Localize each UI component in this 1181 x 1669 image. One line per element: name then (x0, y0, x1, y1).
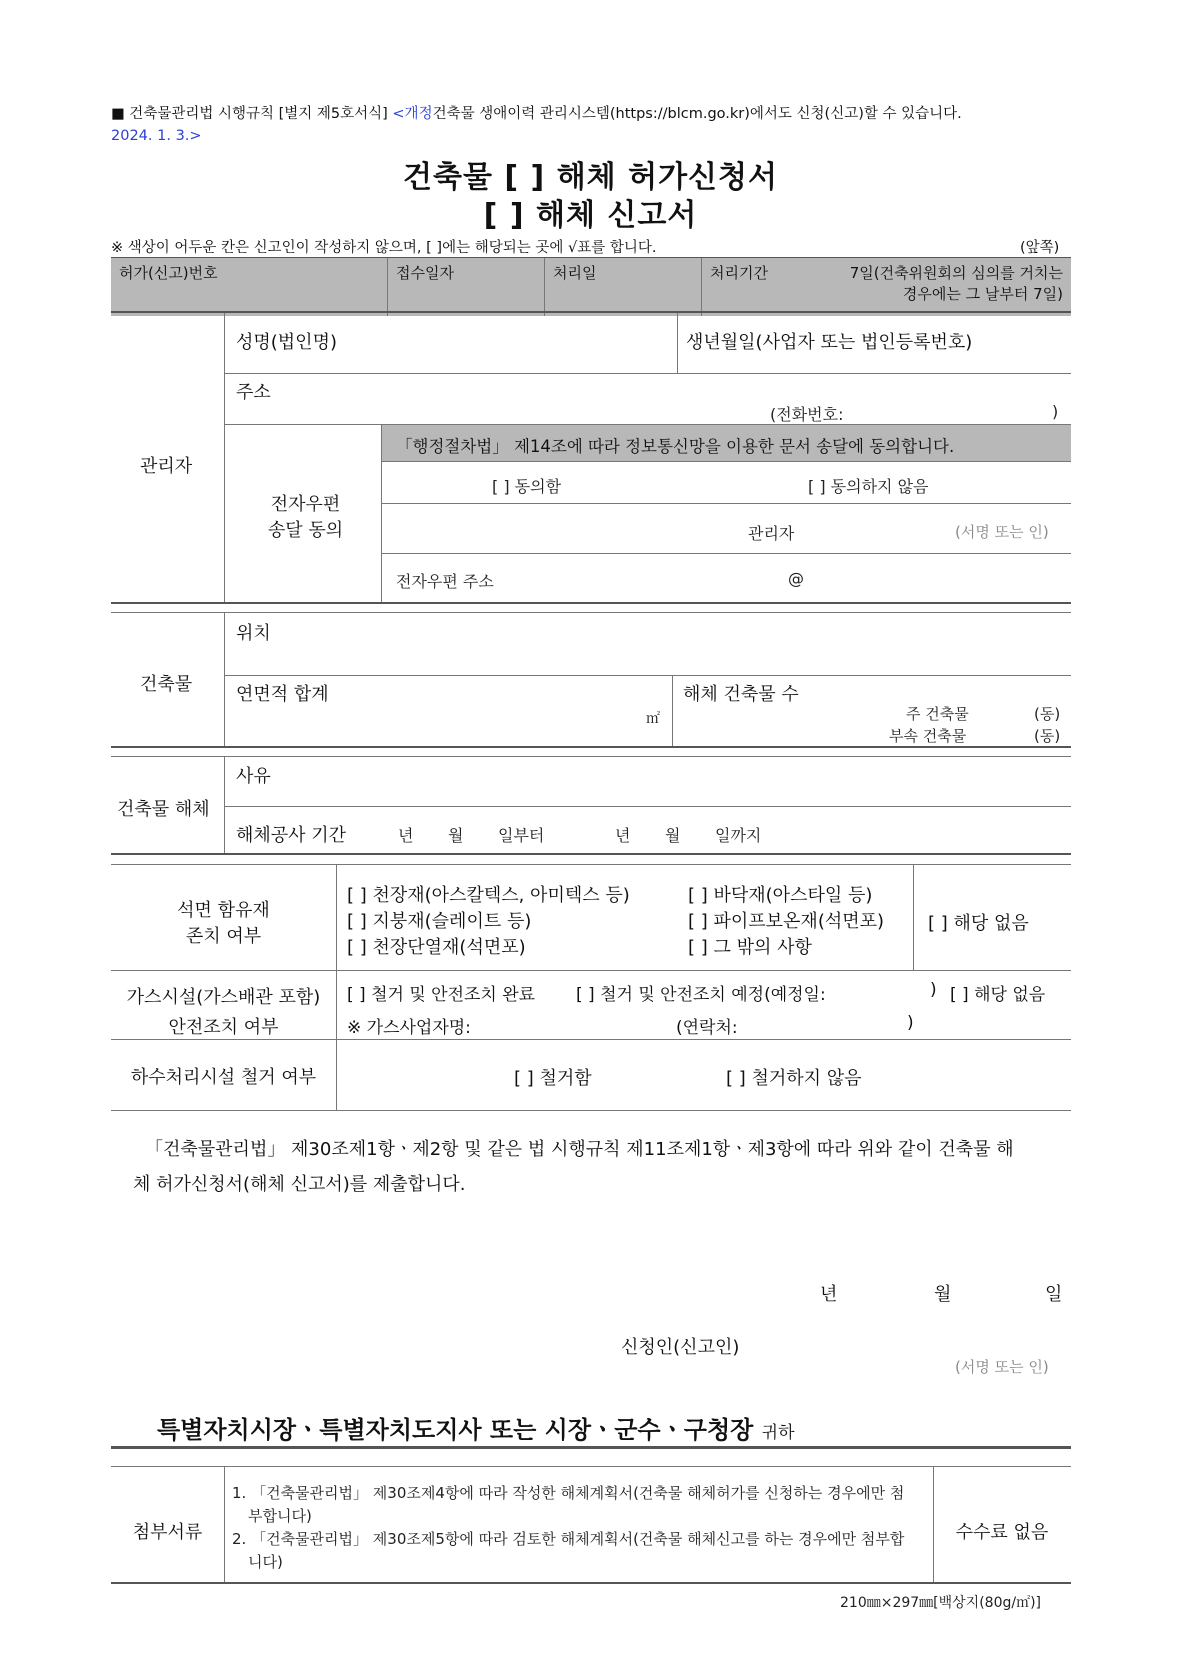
asbestos-label (111, 896, 336, 948)
applicant-label: 신청인(신고인) (621, 1337, 740, 1358)
fee-label: 수수료 없음 (955, 1522, 1049, 1543)
sewage-label: 하수처리시설 철거 여부 (130, 1067, 317, 1088)
declaration-line1: 「건축물관리법」 제30조제1항ㆍ제2항 및 같은 법 시행규칙 제11조제1항ㆍ제3항에 따라 위와 같이 건축물 해 (145, 1139, 1014, 1160)
attachments-list (232, 1482, 904, 1574)
asbestos-floor-checkbox[interactable]: [ ] 바닥재(아스타일 등) (688, 885, 873, 906)
main-building-unit: (동) (1034, 705, 1061, 723)
email-address-label: 전자우편 주소 (396, 572, 494, 591)
gas-label-2: 안전조치 여부 (168, 1017, 279, 1038)
annex-building-unit: (동) (1034, 727, 1061, 745)
amend-date: 2024. 1. 3.> (111, 128, 202, 144)
manager-address-field[interactable]: 주소 (236, 382, 271, 403)
email-consent-label (263, 490, 348, 542)
process-date-label: 처리일 (545, 258, 702, 316)
date-month[interactable]: 월 (934, 1284, 952, 1305)
manager-name-field[interactable]: 성명(법인명) (236, 332, 337, 353)
period-value-1: 7일(건축위원회의 심의를 거치는 (849, 264, 1063, 282)
law-reference: ■ 건축물관리법 시행규칙 [별지 제5호서식] (111, 106, 388, 122)
asbestos-ceiling-checkbox[interactable]: [ ] 천장재(아스칼텍스, 아미텍스 등) (347, 885, 630, 906)
consent-disagree-checkbox[interactable]: [ ] 동의하지 않음 (808, 477, 929, 496)
period-from-month[interactable]: 월 (448, 826, 464, 845)
building-section-label: 건축물 (140, 674, 193, 695)
instructions: ※ 색상이 어두운 칸은 신고인이 작성하지 않으며, [ ]에는 해당되는 곳에 √표를 합니다. (111, 240, 657, 256)
period-value-2: 경우에는 그 날부터 7일) (902, 285, 1063, 303)
building-area-field[interactable]: 연면적 합계 (236, 684, 329, 705)
gas-label (111, 983, 336, 1043)
period-label: 처리기간 (710, 264, 768, 282)
declaration-line2: 체 허가신청서(해체 신고서)를 제출합니다. (133, 1174, 466, 1195)
consent-sign-note[interactable]: (서명 또는 인) (955, 523, 1049, 541)
amend-label: <개정 (392, 106, 433, 122)
gas-label-1: 가스시설(가스배관 포함) (126, 987, 321, 1008)
addressee-suffix: 귀하 (761, 1423, 795, 1443)
annex-building-field[interactable]: 부속 건축물 (889, 727, 967, 745)
asbestos-label-2: 존치 여부 (185, 926, 262, 947)
sewage-keep-checkbox[interactable]: [ ] 철거하지 않음 (726, 1068, 862, 1089)
consent-agree-checkbox[interactable]: [ ] 동의함 (492, 477, 562, 496)
demolish-count-label: 해체 건축물 수 (683, 684, 799, 705)
page-side: (앞쪽) (1020, 240, 1060, 256)
asbestos-pipe-checkbox[interactable]: [ ] 파이프보온재(석면포) (688, 911, 885, 932)
demolition-reason-field[interactable]: 사유 (236, 766, 271, 787)
period-to-day[interactable]: 일까지 (715, 826, 762, 845)
building-location-field[interactable]: 위치 (236, 623, 271, 644)
asbestos-other-checkbox[interactable]: [ ] 그 밖의 사항 (688, 937, 812, 958)
manager-phone-label: (전화번호: (770, 405, 844, 424)
processing-table (111, 258, 1071, 316)
paper-size: 210㎜×297㎜[백상지(80g/㎡)] (840, 1595, 1042, 1611)
date-year[interactable]: 년 (820, 1284, 838, 1305)
attachment-item-2b: 니다) (248, 1553, 283, 1571)
gas-done-checkbox[interactable]: [ ] 철거 및 안전조치 완료 (347, 985, 536, 1005)
period-to-year[interactable]: 년 (615, 826, 631, 845)
email-consent-label-1: 전자우편 (270, 494, 341, 515)
consent-signer-label: 관리자 (748, 524, 795, 543)
gas-contact-field[interactable]: (연락처: (676, 1018, 738, 1038)
form-title-line1: 건축물 [ ] 해체 허가신청서 (403, 160, 778, 195)
period-cell (702, 258, 1072, 316)
receipt-date-label: 접수일자 (388, 258, 545, 316)
permit-no-label: 허가(신고)번호 (119, 264, 218, 282)
applicant-sign[interactable]: (서명 또는 인) (955, 1358, 1049, 1376)
addressee-name: 특별자치시장ㆍ특별자치도지사 또는 시장ㆍ군수ㆍ구청장 (157, 1416, 754, 1444)
form-header (111, 103, 1071, 147)
attachments-label: 첨부서류 (132, 1522, 203, 1543)
sewage-remove-checkbox[interactable]: [ ] 철거함 (514, 1068, 592, 1089)
gas-planned-close: ) (930, 980, 937, 1000)
manager-section-label: 관리자 (140, 456, 193, 477)
period-from-day[interactable]: 일부터 (498, 826, 545, 845)
consent-notice: 「행정절차법」 제14조에 따라 정보통신망을 이용한 문서 송달에 동의합니다. (396, 437, 955, 456)
attachment-item-2a: 2. 「건축물관리법」 제30조제5항에 따라 검토한 해체계획서(건축물 해체신고를 하는 경우에만 첨부합 (232, 1530, 905, 1548)
attachment-item-1b: 부합니다) (248, 1507, 312, 1525)
addressee (157, 1410, 795, 1445)
period-to-month[interactable]: 월 (665, 826, 681, 845)
asbestos-options-right (688, 883, 884, 961)
gas-contact-close: ) (907, 1013, 914, 1033)
asbestos-options-left (347, 883, 630, 961)
gas-none-checkbox[interactable]: [ ] 해당 없음 (950, 985, 1046, 1005)
manager-birth-field[interactable]: 생년월일(사업자 또는 법인등록번호) (686, 332, 973, 353)
system-note: 건축물 생애이력 관리시스템(https://blcm.go.kr)에서도 신청(신고)할 수 있습니다. (432, 106, 962, 122)
demolition-section-label: 건축물 해체 (117, 799, 210, 820)
email-consent-label-2: 송달 동의 (267, 520, 344, 541)
period-from-year[interactable]: 년 (398, 826, 414, 845)
form-title-line2: [ ] 해체 신고서 (483, 198, 698, 233)
gas-operator-field[interactable]: ※ 가스사업자명: (347, 1018, 471, 1038)
date-day[interactable]: 일 (1045, 1284, 1063, 1305)
area-unit: ㎡ (646, 711, 660, 727)
asbestos-none-checkbox[interactable]: [ ] 해당 없음 (928, 913, 1029, 934)
declaration (133, 1132, 1014, 1202)
attachment-item-1a: 1. 「건축물관리법」 제30조제4항에 따라 작성한 해체계획서(건축물 해체허가를 신청하는 경우에만 첨 (232, 1484, 905, 1502)
asbestos-roof-checkbox[interactable]: [ ] 지붕재(슬레이트 등) (347, 911, 532, 932)
asbestos-insulation-checkbox[interactable]: [ ] 천장단열재(석면포) (347, 937, 526, 958)
demolition-period-label: 해체공사 기간 (236, 825, 347, 846)
asbestos-label-1: 석면 함유재 (177, 900, 270, 921)
email-address-field[interactable]: @ (788, 569, 804, 588)
main-building-field[interactable]: 주 건축물 (906, 705, 969, 723)
manager-phone-close: ) (1052, 402, 1059, 421)
gas-planned-checkbox[interactable]: [ ] 철거 및 안전조치 예정(예정일: (576, 985, 826, 1005)
